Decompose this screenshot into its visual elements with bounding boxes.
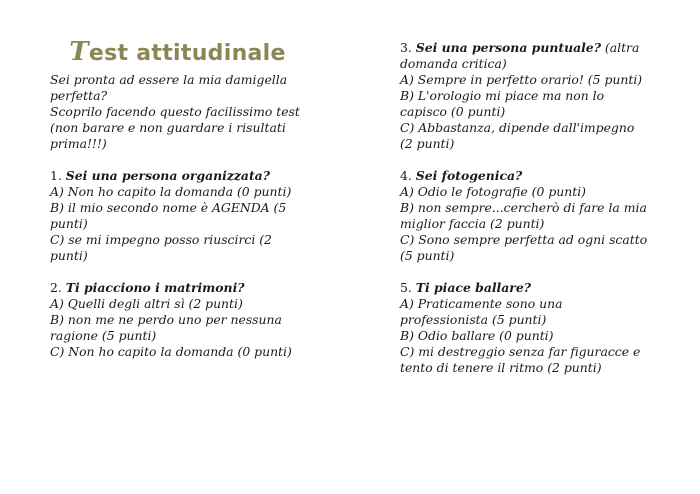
question-5: [400, 280, 650, 376]
intro: [50, 72, 305, 152]
question-text: Ti piace ballare?: [415, 280, 531, 295]
answer-b: B) Odio ballare (0 punti): [400, 328, 554, 343]
answer-c: C) Abbastanza, dipende dall'impegno (2 punti): [400, 120, 635, 151]
question-number: 2.: [50, 280, 62, 295]
question-heading: [50, 280, 305, 296]
question-heading: [400, 40, 650, 72]
left-column: [50, 38, 305, 360]
question-1: [50, 168, 305, 264]
answer-c: C) se mi impegno posso riuscirci (2 punti): [50, 232, 272, 263]
intro-line: Sei pronta ad essere la mia damigella perfetta?: [50, 72, 288, 103]
answer-b: B) non sempre...cercherò di fare la mia miglior faccia (2 punti): [400, 200, 647, 231]
question-text: Sei una persona puntuale?: [415, 40, 601, 55]
question-heading: [50, 168, 305, 184]
right-column: [400, 40, 650, 376]
question-number: 4.: [400, 168, 412, 183]
question-3: [400, 40, 650, 152]
answer-b: B) non me ne perdo uno per nessuna ragione (5 punti): [50, 312, 282, 343]
question-2: [50, 280, 305, 360]
question-number: 3.: [400, 40, 412, 55]
intro-line: Scoprilo facendo questo facilissimo test (non barare e non guardare i risultati prima!!!): [50, 104, 300, 151]
question-note: (altra domanda critica): [400, 40, 640, 71]
answer-a: A) Praticamente sono una professionista (5 punti): [400, 296, 563, 327]
answer-a: A) Odio le fotografie (0 punti): [400, 184, 586, 199]
answer-a: A) Non ho capito la domanda (0 punti): [50, 184, 292, 199]
question-number: 5.: [400, 280, 412, 295]
page-title: [50, 38, 305, 68]
question-heading: [400, 168, 650, 184]
question-heading: [400, 280, 650, 296]
answer-c: C) mi destreggio senza far figuracce e tento di tenere il ritmo (2 punti): [400, 344, 641, 375]
question-text: Sei una persona organizzata?: [65, 168, 270, 183]
answer-c: C) Sono sempre perfetta ad ogni scatto (5 punti): [400, 232, 648, 263]
question-4: [400, 168, 650, 264]
answer-b: B) L'orologio mi piace ma non lo capisco (0 punti): [400, 88, 605, 119]
title-initial: T: [69, 37, 89, 67]
answer-c: C) Non ho capito la domanda (0 punti): [50, 344, 292, 359]
answer-a: A) Quelli degli altri sì (2 punti): [50, 296, 243, 311]
answer-a: A) Sempre in perfetto orario! (5 punti): [400, 72, 643, 87]
title-rest: est attitudinale: [88, 41, 286, 66]
question-text: Ti piacciono i matrimoni?: [65, 280, 245, 295]
answer-b: B) il mio secondo nome è AGENDA (5 punti): [50, 200, 287, 231]
question-number: 1.: [50, 168, 62, 183]
question-text: Sei fotogenica?: [415, 168, 523, 183]
